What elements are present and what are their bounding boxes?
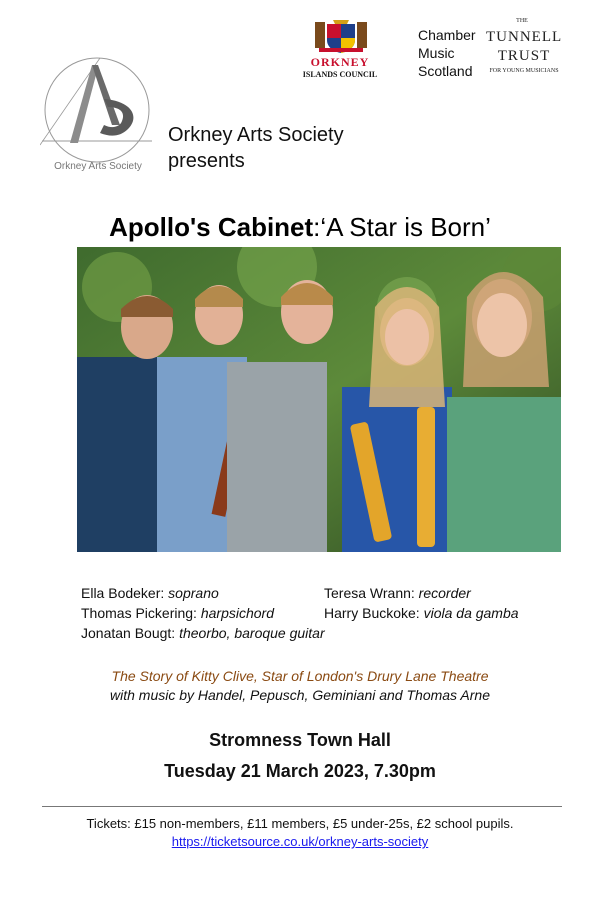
tunnell-line1: TUNNELL bbox=[486, 29, 563, 45]
logo-caption: Orkney Arts Society bbox=[54, 161, 142, 172]
tunnell-line2: TRUST bbox=[497, 48, 551, 64]
cms-line2: Music bbox=[418, 45, 455, 61]
tunnell-trust-logo bbox=[486, 28, 562, 66]
cms-line1: Chamber bbox=[418, 27, 476, 43]
chamber-music-scotland-logo bbox=[418, 26, 476, 80]
concert-title bbox=[0, 212, 600, 243]
performer-name: Jonatan Bougt: bbox=[81, 625, 180, 641]
orkney-islands-council-crest-icon bbox=[313, 18, 369, 54]
programme-name: :‘A Star is Born’ bbox=[313, 212, 491, 242]
performer-role: viola da gamba bbox=[423, 605, 519, 621]
performer-name: Thomas Pickering: bbox=[81, 605, 201, 621]
performer-role: harpsichord bbox=[200, 605, 274, 621]
orkney-arts-society-logo bbox=[40, 55, 155, 175]
tunnell-subtitle: FOR YOUNG MUSICIANS bbox=[489, 68, 559, 74]
performer-role: soprano bbox=[168, 585, 219, 601]
presenter-name: Orkney Arts Society bbox=[168, 124, 344, 146]
cms-line3: Scotland bbox=[418, 63, 473, 79]
council-subtitle: ISLANDS COUNCIL bbox=[302, 70, 378, 79]
performer-ella-bodeker bbox=[81, 585, 219, 601]
performer-harry-buckoke bbox=[324, 605, 519, 621]
performer-name: Harry Buckoke: bbox=[324, 605, 424, 621]
ensemble-name: Apollo's Cabinet bbox=[109, 212, 314, 242]
divider bbox=[42, 806, 562, 807]
performer-thomas-pickering bbox=[81, 605, 274, 621]
performer-role: recorder bbox=[418, 585, 471, 601]
venue: Stromness Town Hall bbox=[209, 730, 391, 750]
presenter-presents: presents bbox=[168, 150, 245, 172]
performer-role: theorbo, baroque guitar bbox=[179, 625, 325, 641]
performer-name: Teresa Wrann: bbox=[324, 585, 419, 601]
ensemble-photo bbox=[77, 247, 561, 552]
performer-jonatan-bougt bbox=[81, 625, 325, 641]
story-line: The Story of Kitty Clive, Star of London's Drury Lane Theatre bbox=[111, 668, 489, 684]
music-line: with music by Handel, Pepusch, Geminiani and Thomas Arne bbox=[110, 687, 490, 703]
performer-teresa-wrann bbox=[324, 585, 471, 601]
council-name: ORKNEY bbox=[310, 55, 370, 69]
presenter bbox=[168, 122, 344, 174]
ticket-prices: Tickets: £15 non-members, £11 members, £5 under-25s, £2 school pupils. bbox=[86, 816, 514, 831]
performer-name: Ella Bodeker: bbox=[81, 585, 169, 601]
ticket-link[interactable]: https://ticketsource.co.uk/orkney-arts-society bbox=[171, 834, 429, 849]
event-date: Tuesday 21 March 2023, 7.30pm bbox=[164, 761, 436, 781]
tunnell-the: THE bbox=[516, 18, 528, 24]
